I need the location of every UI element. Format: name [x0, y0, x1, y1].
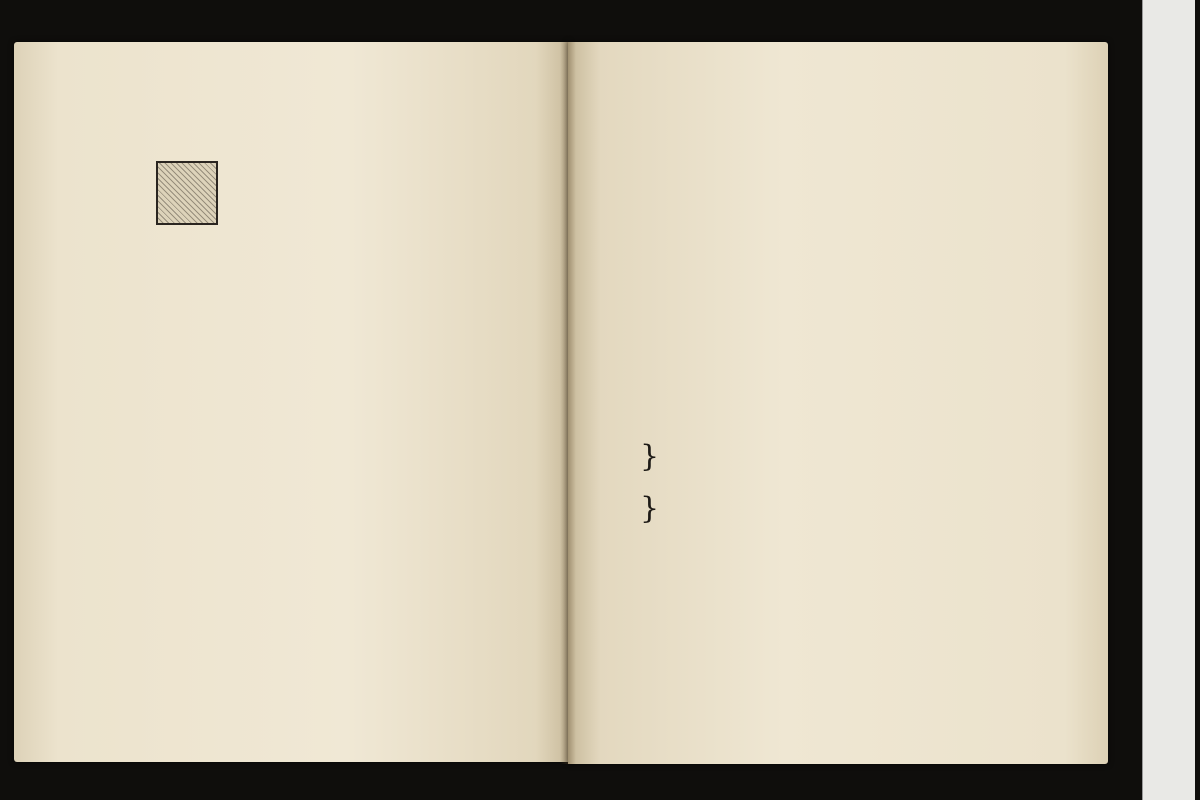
decorated-initial — [156, 161, 218, 225]
right-page — [568, 42, 1108, 764]
trio1-brace: } — [640, 439, 660, 474]
trio2-brace: } — [640, 491, 660, 526]
measurement-ruler — [1142, 0, 1195, 800]
ruler-scale — [1143, 0, 1195, 800]
left-page — [14, 42, 569, 762]
decorated-initial-letter — [158, 163, 216, 223]
book-gutter — [560, 42, 576, 764]
